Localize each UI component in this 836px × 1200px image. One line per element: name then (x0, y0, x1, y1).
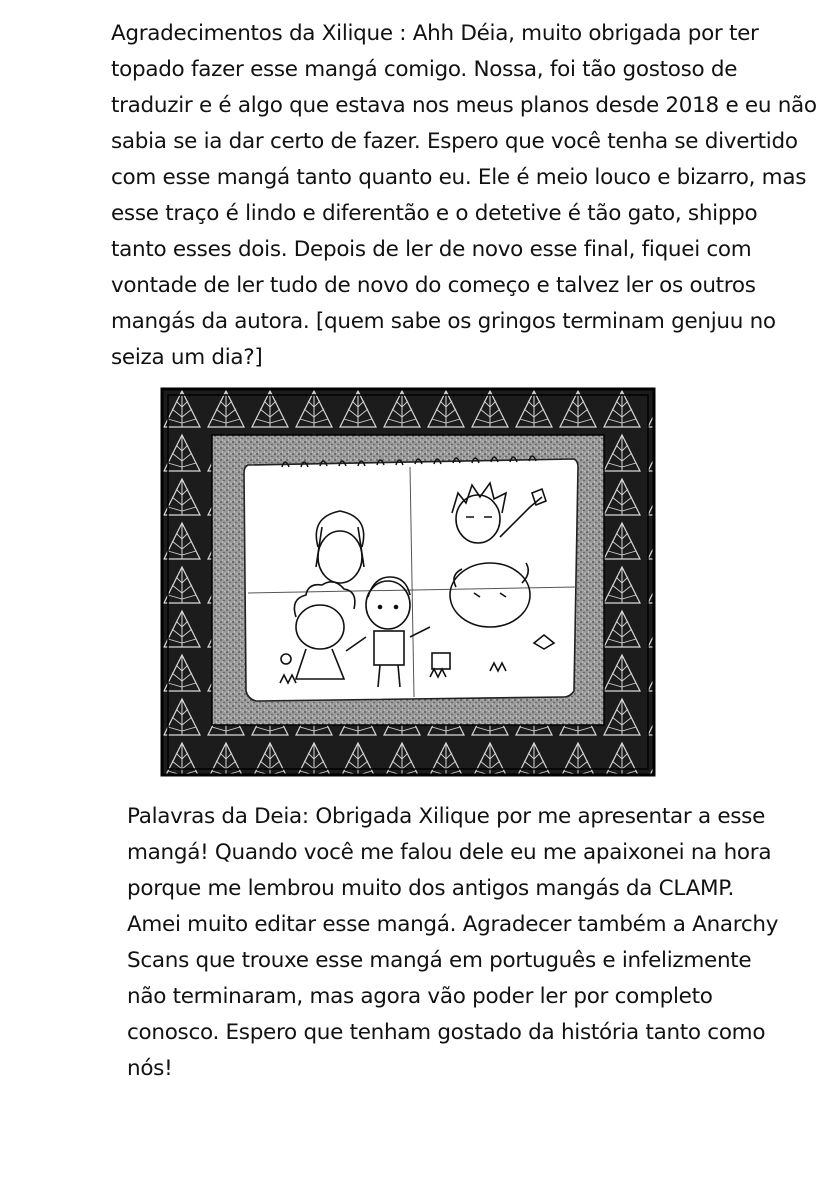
text-line: sabia se ia dar certo de fazer. Espero que você tenha se divertido (111, 129, 798, 154)
text-line: esse traço é lindo e diferentão e o detetive é tão gato, shippo (111, 201, 758, 226)
text-line: vontade de ler tudo de novo do começo e talvez ler os outros (111, 273, 756, 298)
text-line: Agradecimentos da Xilique : Ahh Déia, muito obrigada por ter (111, 21, 759, 46)
text-line: tanto esses dois. Depois de ler de novo esse final, fiquei com (111, 237, 752, 262)
text-line: seiza um dia?] (111, 345, 263, 370)
text-line: não terminaram, mas agora vão poder ler por completo (127, 984, 713, 1009)
text-line: porque me lembrou muito dos antigos mangás da CLAMP. (127, 876, 735, 901)
deia-acknowledgement (127, 799, 779, 1087)
text-line: Scans que trouxe esse mangá em português e infelizmente (127, 948, 752, 973)
xilique-acknowledgement (111, 16, 817, 376)
framed-sketch-illustration (160, 387, 656, 777)
text-line: mangá! Quando você me falou dele eu me apaixonei na hora (127, 840, 772, 865)
sketch-paper (244, 459, 578, 701)
text-line: com esse mangá tanto quanto eu. Ele é meio louco e bizarro, mas (111, 165, 807, 190)
text-line: conosco. Espero que tenham gostado da história tanto como (127, 1020, 766, 1045)
text-line: mangás da autora. [quem sabe os gringos terminam genjuu no (111, 309, 776, 334)
text-line: Amei muito editar esse mangá. Agradecer também a Anarchy (127, 912, 779, 937)
text-line: Palavras da Deia: Obrigada Xilique por me apresentar a esse (127, 804, 766, 829)
text-line: nós! (127, 1056, 173, 1081)
text-line: topado fazer esse mangá comigo. Nossa, foi tão gostoso de (111, 57, 738, 82)
text-line: traduzir e é algo que estava nos meus planos desde 2018 e eu não (111, 93, 817, 118)
